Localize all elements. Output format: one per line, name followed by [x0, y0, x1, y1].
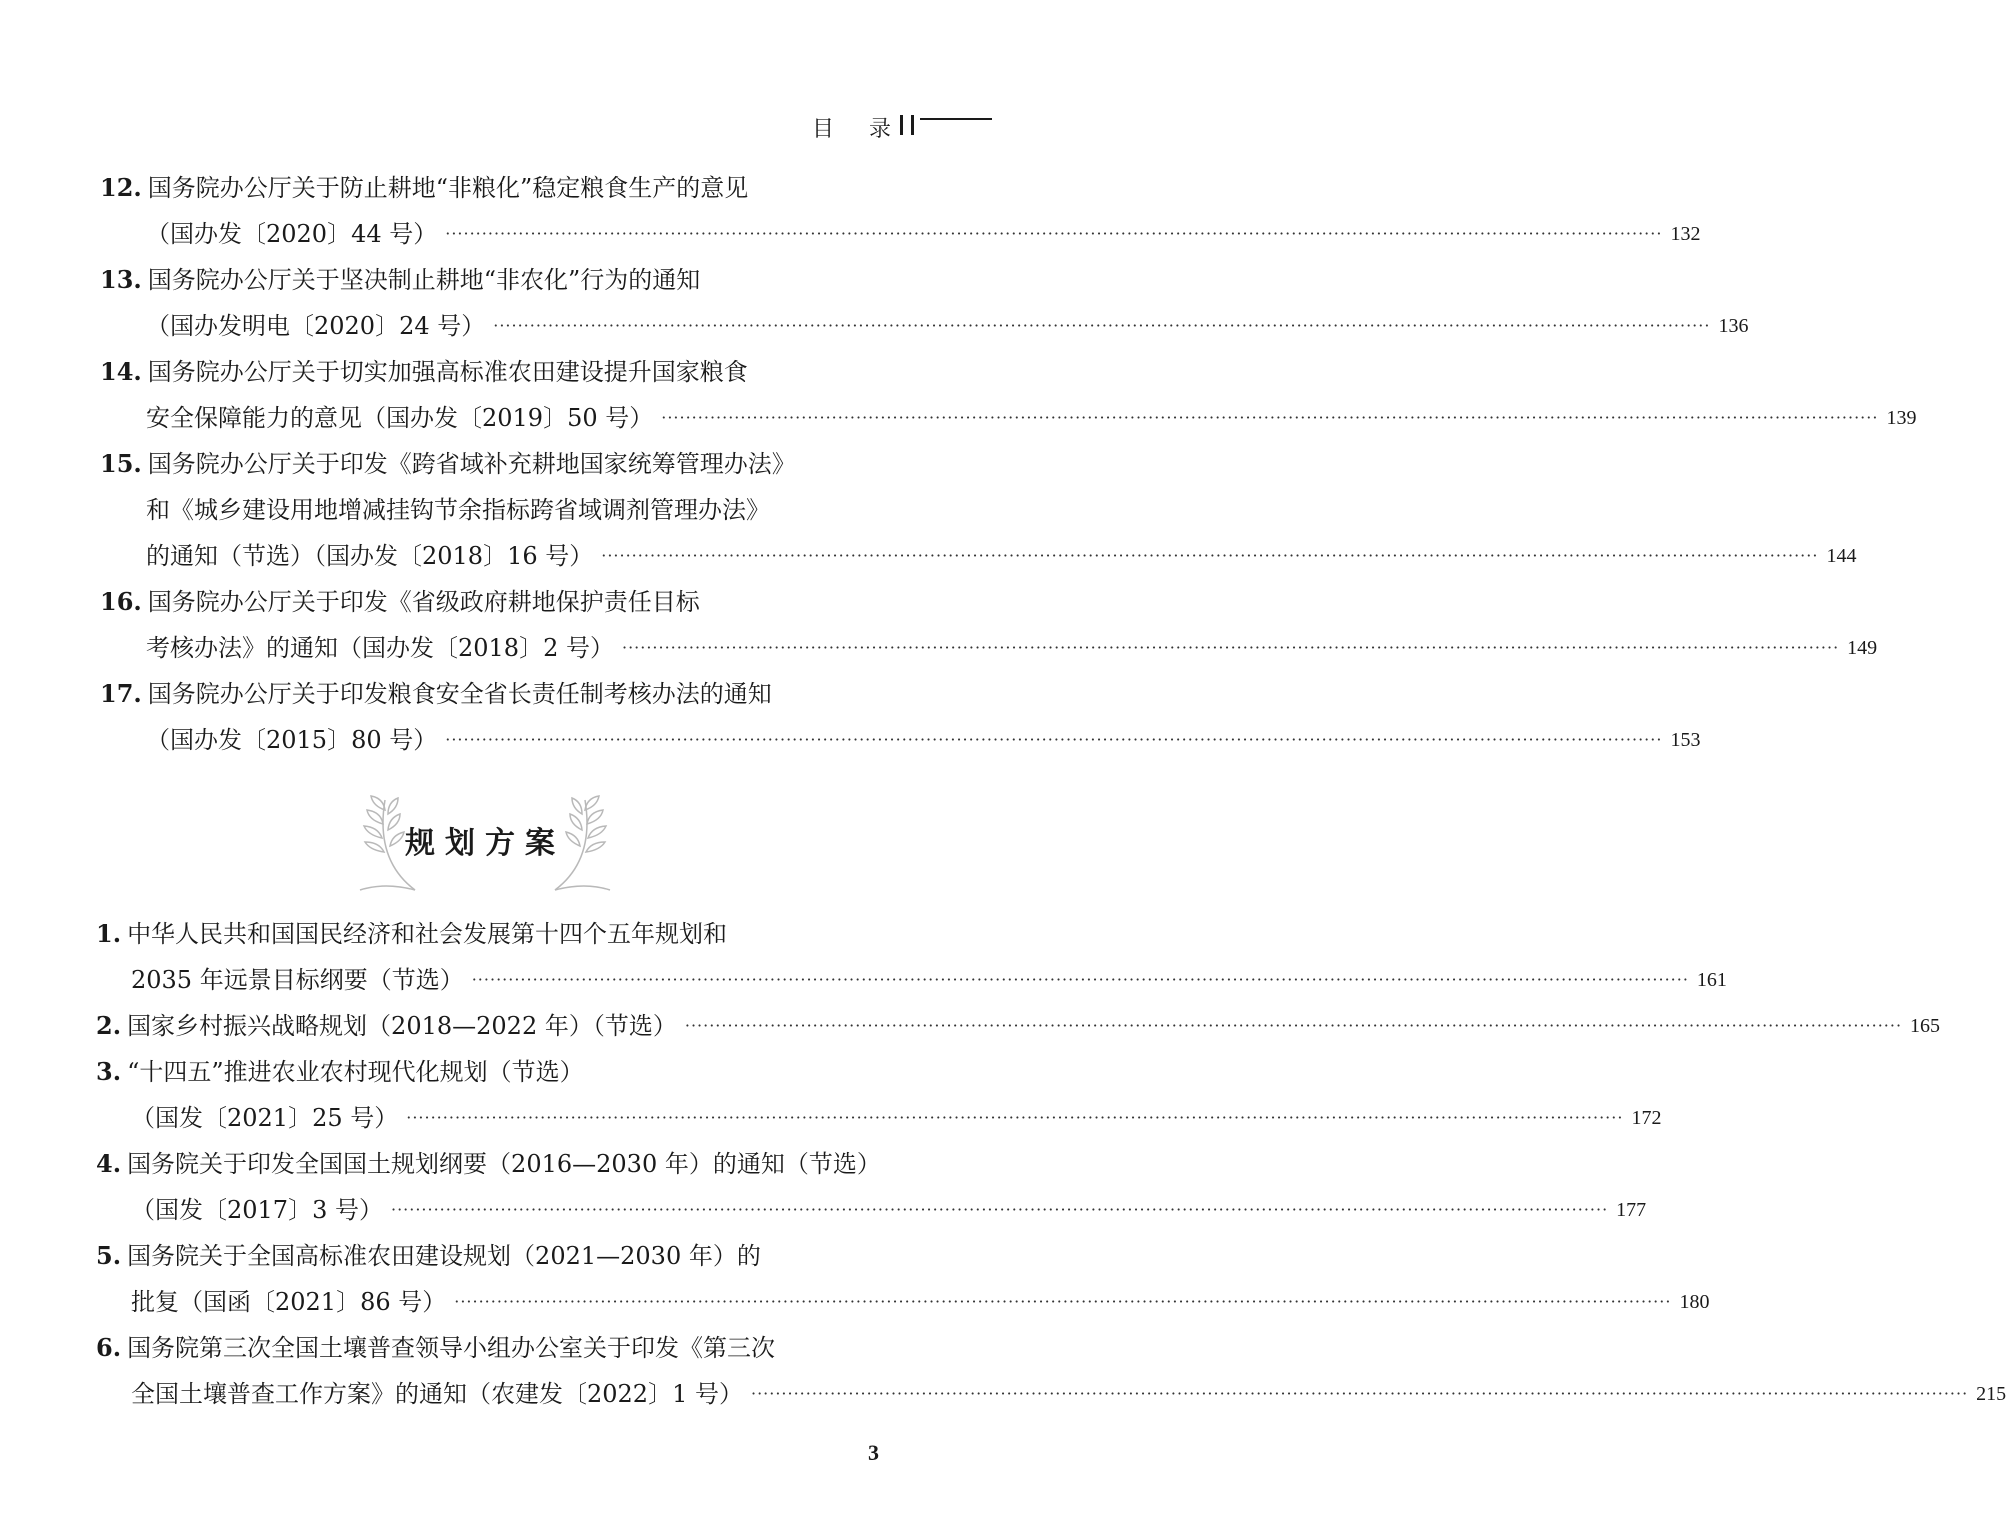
leader-dots: ········································································································································································································ [621, 638, 1840, 657]
toc-entry-last-line [131, 1098, 1662, 1138]
leader-dots: ········································································································································································································ [390, 1200, 1609, 1219]
section-title: 规划方案 [405, 826, 565, 861]
toc-entry-last-line [131, 1282, 1710, 1322]
leader-dots: ········································································································································································································ [684, 1016, 1903, 1035]
entry-text: （国办发明电〔2020〕24 号） [146, 312, 486, 340]
entry-text: 国务院办公厅关于印发《跨省域补充耕地国家统筹管理办法》 [147, 450, 796, 478]
entry-text: 国务院办公厅关于防止耕地“非粮化”稳定粮食生产的意见 [147, 174, 749, 202]
header-label: 目 录 [812, 117, 905, 142]
entry-text: 国务院办公厅关于印发《省级政府耕地保护责任目标 [147, 588, 700, 616]
entry-page: 132 [1670, 223, 1701, 245]
entry-number: 1. [96, 919, 122, 948]
entry-page: 136 [1718, 315, 1749, 337]
entry-text: 考核办法》的通知（国办发〔2018〕2 号） [146, 634, 614, 662]
toc-entry-last-line [146, 214, 1701, 254]
toc-entry-last-line [146, 628, 1878, 668]
entry-number: 2. [96, 1011, 122, 1040]
toc-entry-line [100, 444, 796, 484]
entry-page: 215 [1976, 1383, 2006, 1405]
toc-entry-line [100, 352, 748, 392]
toc-entry-line [146, 490, 770, 530]
entry-text: 批复（国函〔2021〕86 号） [131, 1288, 447, 1316]
leader-dots: ········································································································································································································ [493, 316, 1711, 335]
header-double-bar [900, 115, 914, 135]
toc-entry-last-line [146, 720, 1701, 760]
leader-dots: ········································································································································································································ [750, 1384, 1969, 1403]
entry-text: 国务院关于全国高标准农田建设规划（2021—2030 年）的 [127, 1242, 761, 1270]
toc-entry-last-line [146, 536, 1857, 576]
entry-number: 16. [100, 587, 142, 616]
toc-entry-line [96, 914, 727, 954]
toc-entry-last-line [146, 306, 1749, 346]
entry-text: 全国土壤普查工作方案》的通知（农建发〔2022〕1 号） [131, 1380, 743, 1408]
toc-entry-line [96, 1052, 584, 1092]
entry-number: 3. [96, 1057, 122, 1086]
entry-text: “十四五”推进农业农村现代化规划（节选） [127, 1058, 584, 1086]
entry-number: 6. [96, 1333, 122, 1362]
leader-dots: ········································································································································································································ [445, 730, 1663, 749]
entry-text: 中华人民共和国国民经济和社会发展第十四个五年规划和 [127, 920, 728, 948]
entry-text: 国家乡村振兴战略规划（2018—2022 年）（节选） [127, 1012, 677, 1040]
entry-text: 国务院关于印发全国国土规划纲要（2016—2030 年）的通知（节选） [127, 1150, 881, 1178]
entry-text: （国办发〔2015〕80 号） [146, 726, 438, 754]
entry-page: 144 [1826, 545, 1857, 567]
section-heading [355, 790, 615, 900]
leader-dots: ········································································································································································································ [601, 546, 1819, 565]
entry-number: 14. [100, 357, 142, 386]
toc-entry-last-line [146, 398, 1917, 438]
entry-text: 国务院第三次全国土壤普查领导小组办公室关于印发《第三次 [127, 1334, 776, 1362]
toc-entry-last-line [96, 1006, 1941, 1046]
entry-page: 165 [1910, 1015, 1941, 1037]
toc-entry-line [100, 582, 700, 622]
entry-page: 177 [1616, 1199, 1647, 1221]
toc-entry-last-line [131, 1190, 1647, 1230]
toc-entry-last-line [131, 1374, 2006, 1414]
toc-entry-line [96, 1144, 881, 1184]
entry-text: 国务院办公厅关于坚决制止耕地“非农化”行为的通知 [147, 266, 701, 294]
entry-page: 149 [1847, 637, 1878, 659]
entry-text: （国办发〔2020〕44 号） [146, 220, 438, 248]
entry-text: 国务院办公厅关于切实加强高标准农田建设提升国家粮食 [147, 358, 748, 386]
entry-text: 的通知（节选）（国办发〔2018〕16 号） [146, 542, 594, 570]
toc-entry-line [96, 1328, 775, 1368]
page-number: 3 [868, 1440, 879, 1465]
entry-number: 5. [96, 1241, 122, 1270]
leader-dots: ········································································································································································································ [445, 224, 1663, 243]
toc-entry-line [100, 260, 700, 300]
entry-number: 15. [100, 449, 142, 478]
entry-text: 和《城乡建设用地增减挂钩节余指标跨省域调剂管理办法》 [146, 496, 770, 524]
entry-text: （国发〔2021〕25 号） [131, 1104, 399, 1132]
leader-dots: ········································································································································································································ [406, 1108, 1624, 1127]
entry-page: 172 [1631, 1107, 1662, 1129]
entry-number: 13. [100, 265, 142, 294]
entry-text: 2035 年远景目标纲要（节选） [131, 966, 464, 994]
toc-entry-line [100, 674, 772, 714]
header-rule [920, 118, 992, 120]
entry-number: 12. [100, 173, 142, 202]
wheat-right-icon [545, 790, 615, 900]
toc-entry-line [100, 168, 748, 208]
entry-number: 4. [96, 1149, 122, 1178]
entry-text: 国务院办公厅关于印发粮食安全省长责任制考核办法的通知 [147, 680, 772, 708]
entry-text: （国发〔2017〕3 号） [131, 1196, 383, 1224]
entry-page: 139 [1886, 407, 1917, 429]
toc-entry-last-line [131, 960, 1727, 1000]
leader-dots: ········································································································································································································ [661, 408, 1879, 427]
entry-text: 安全保障能力的意见（国办发〔2019〕50 号） [146, 404, 654, 432]
leader-dots: ········································································································································································································ [471, 970, 1689, 989]
entry-number: 17. [100, 679, 142, 708]
entry-page: 153 [1670, 729, 1701, 751]
leader-dots: ········································································································································································································ [454, 1292, 1672, 1311]
entry-page: 180 [1679, 1291, 1710, 1313]
toc-entry-line [96, 1236, 761, 1276]
entry-page: 161 [1696, 969, 1727, 991]
